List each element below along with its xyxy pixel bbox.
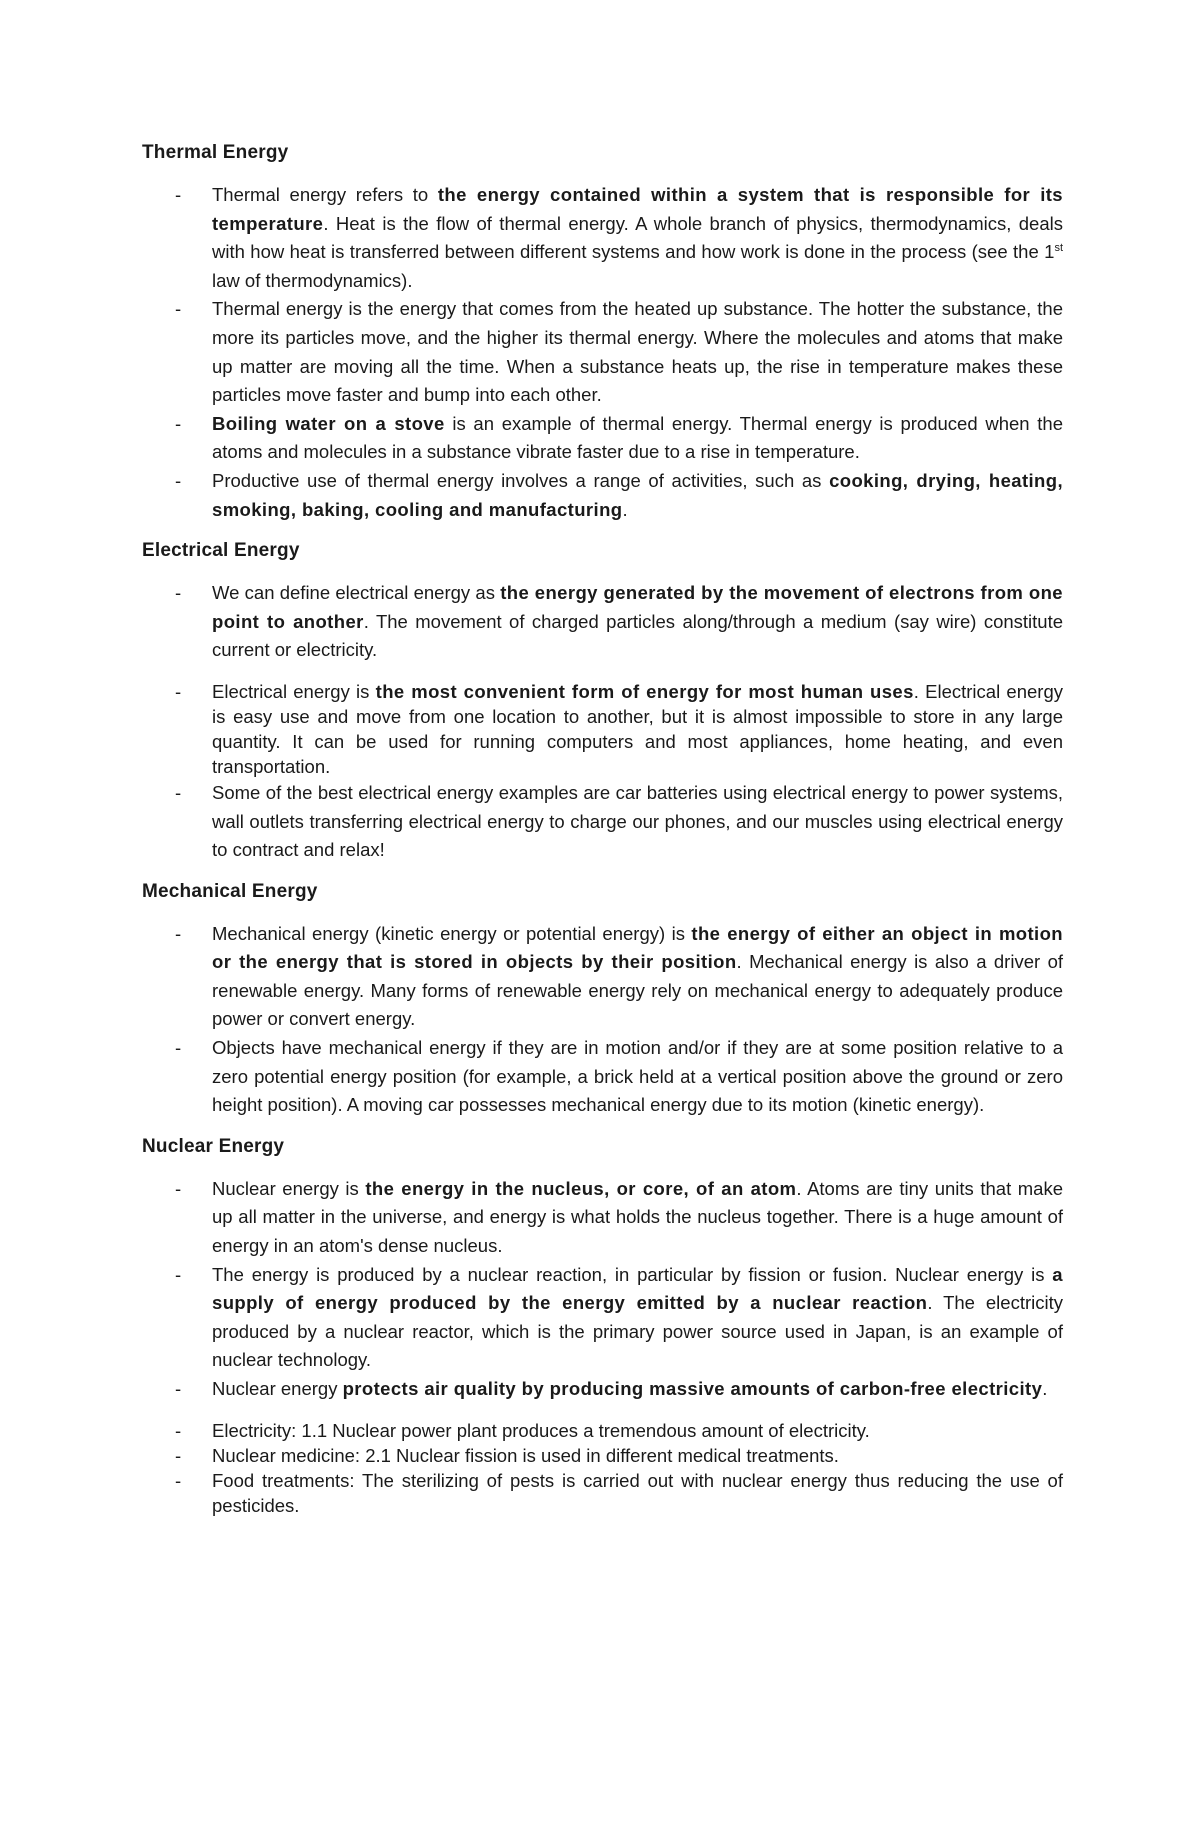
list-item xyxy=(142,779,1063,865)
text-run: We can define electrical energy as xyxy=(212,582,501,604)
text-run: Food treatments: The sterilizing of pests is carried out with nuclear energy thus reducing the use of pesticides. xyxy=(212,1469,1063,1516)
text-run: The energy is produced by a nuclear reaction, in particular by fission or fusion. Nuclear energy is xyxy=(212,1263,1053,1285)
text-run: Thermal energy refers to xyxy=(212,184,438,205)
text-run: Objects have mechanical energy if they are in motion and/or if they are at some position relative to a zero potential energy position (for example, a brick held at a vertical position above the ground or zero height position). A moving car possesses mechanical energy due to its motion (kinetic energy). xyxy=(212,1037,1063,1116)
section-nuclear-energy xyxy=(142,1136,1063,1518)
bullet-list xyxy=(142,1175,1063,1518)
bold-phrase: the energy generated by the movement of electrons from one point to another xyxy=(212,582,1063,632)
bold-phrase: cooking, drying, heating, smoking, baking, cooling and manufacturing xyxy=(212,469,1063,520)
list-item xyxy=(142,1443,1063,1468)
list-item xyxy=(142,1468,1063,1518)
text-run: . The electricity produced by a nuclear reactor, which is the primary power source used in Japan, is an example of nuclear technology. xyxy=(212,1292,1063,1371)
text-run: law of thermodynamics). xyxy=(212,269,413,291)
bold-phrase: Boiling water on a stove xyxy=(212,412,445,434)
bullet-list xyxy=(142,181,1063,524)
list-item xyxy=(142,410,1063,467)
list-item xyxy=(142,579,1063,665)
section-mechanical-energy xyxy=(142,881,1063,1120)
text-run: . Electrical energy is easy use and move from one location to another, but it is almost impossible to store in any large quantity. It can be used for running computers and most appliances, home heating, and even transportation. xyxy=(212,680,1063,777)
list-item xyxy=(142,920,1063,1034)
list-item xyxy=(142,679,1063,779)
section-heading: Nuclear Energy xyxy=(142,1135,285,1157)
text-run: . Mechanical energy is also a driver of renewable energy. Many forms of renewable energy rely on mechanical energy to adequately produce power or convert energy. xyxy=(212,951,1063,1030)
text-run: Mechanical energy (kinetic energy or potential energy) is xyxy=(212,922,692,944)
bold-phrase: protects air quality by producing massive amounts of carbon-free electricity xyxy=(342,1378,1043,1399)
bold-phrase: the energy contained within a system that is responsible for its temperature xyxy=(212,184,1063,234)
text-run: . The movement of charged particles along/through a medium (say wire) constitute current or electricity. xyxy=(212,610,1064,661)
text-run: . Atoms are tiny units that make up all matter in the universe, and energy is what holds the nucleus together. There is a huge amount of energy in an atom's dense nucleus. xyxy=(212,1177,1063,1257)
text-run: is an example of thermal energy. Thermal energy is produced when the atoms and molecules in a substance vibrate faster due to a rise in temperature. xyxy=(212,412,1063,463)
superscript: st xyxy=(1054,242,1063,255)
text-run: Electricity: 1.1 Nuclear power plant produces a tremendous amount of electricity. xyxy=(212,1419,870,1441)
text-run: Thermal energy is the energy that comes from the heated up substance. The hotter the substance, the more its particles move, and the higher its thermal energy. Where the molecules and atoms that make up matter are moving all the time. When a substance heats up, the rise in temperature makes these particles move faster and bump into each other. xyxy=(212,298,1063,406)
section-heading: Mechanical Energy xyxy=(142,880,318,902)
text-run: Nuclear energy xyxy=(212,1378,343,1399)
list-item xyxy=(142,1175,1063,1261)
section-heading: Electrical Energy xyxy=(142,540,300,562)
text-run: Some of the best electrical energy examples are car batteries using electrical energy to power systems, wall outlets transferring electrical energy to charge our phones, and our muscles using electrical energy to contract and relax! xyxy=(212,781,1063,861)
bold-phrase: a supply of energy produced by the energy emitted by a nuclear reaction xyxy=(212,1263,1063,1314)
document-body xyxy=(142,142,1063,1534)
text-run: Electrical energy is xyxy=(212,680,376,702)
list-item xyxy=(142,1034,1063,1120)
bold-phrase: the energy of either an object in motion or the energy that is stored in objects by their position xyxy=(212,922,1063,973)
text-run: Nuclear energy is xyxy=(212,1177,366,1199)
bold-phrase: the most convenient form of energy for most human uses xyxy=(375,680,914,702)
text-run: Nuclear medicine: 2.1 Nuclear fission is used in different medical treatments. xyxy=(212,1444,839,1466)
text-run: . xyxy=(1042,1378,1048,1399)
section-electrical-energy xyxy=(142,540,1063,865)
section-thermal-energy xyxy=(142,142,1063,524)
list-item xyxy=(142,1418,1063,1443)
list-item xyxy=(142,295,1063,409)
bold-phrase: the energy in the nucleus, or core, of an atom xyxy=(365,1177,797,1199)
list-item xyxy=(142,1375,1063,1404)
list-item xyxy=(142,467,1063,524)
section-heading: Thermal Energy xyxy=(142,142,289,163)
text-run: Productive use of thermal energy involves a range of activities, such as xyxy=(212,469,830,491)
list-item xyxy=(142,181,1063,295)
bullet-list xyxy=(142,920,1063,1120)
bullet-list xyxy=(142,579,1063,865)
text-run: . Heat is the flow of thermal energy. A whole branch of physics, thermodynamics, deals with how heat is transferred between different systems and how work is done in the process (see the 1 xyxy=(212,212,1063,263)
text-run: . xyxy=(622,498,628,520)
list-item xyxy=(142,1261,1063,1375)
